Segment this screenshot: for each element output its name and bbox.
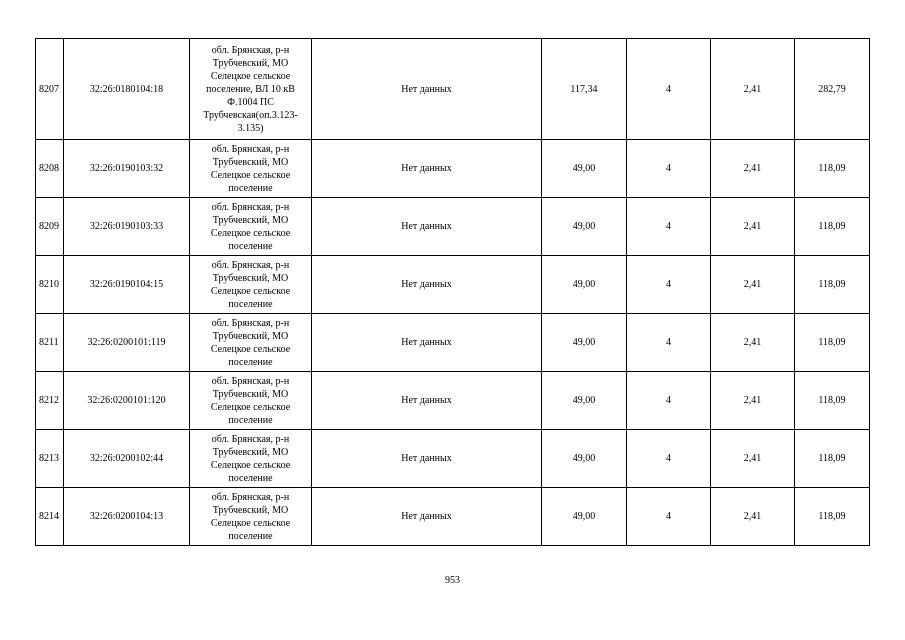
value3-cell: 2,41 [711, 430, 795, 488]
value1-cell: 49,00 [542, 256, 627, 314]
address-cell [190, 372, 312, 430]
value1-cell: 49,00 [542, 198, 627, 256]
row-number: 8212 [36, 372, 64, 430]
note-cell: Нет данных [312, 256, 542, 314]
address-text: обл. Брянская, р-н Трубчевский, МО Селецкое сельское поселение [210, 375, 291, 426]
value4-cell: 118,09 [795, 256, 870, 314]
value2-cell: 4 [627, 256, 711, 314]
note-cell: Нет данных [312, 198, 542, 256]
table-row [36, 372, 870, 430]
row-number: 8213 [36, 430, 64, 488]
row-number: 8209 [36, 198, 64, 256]
address-cell [190, 488, 312, 546]
note-cell: Нет данных [312, 430, 542, 488]
value3-cell: 2,41 [711, 39, 795, 140]
address-text: обл. Брянская, р-н Трубчевский, МО Селецкое сельское поселение [210, 491, 291, 542]
value1-cell: 49,00 [542, 372, 627, 430]
note-cell: Нет данных [312, 372, 542, 430]
note-cell: Нет данных [312, 140, 542, 198]
table-row [36, 198, 870, 256]
value2-cell: 4 [627, 372, 711, 430]
value4-cell: 118,09 [795, 372, 870, 430]
table-row [36, 256, 870, 314]
address-text: обл. Брянская, р-н Трубчевский, МО Селецкое сельское поселение [210, 433, 291, 484]
row-number: 8210 [36, 256, 64, 314]
table-row [36, 488, 870, 546]
cadastral-number: 32:26:0190103:32 [64, 140, 190, 198]
address-text: обл. Брянская, р-н Трубчевский, МО Селецкое сельское поселение [210, 259, 291, 310]
table-row [36, 140, 870, 198]
cadastral-number: 32:26:0200104:13 [64, 488, 190, 546]
address-cell [190, 256, 312, 314]
value3-cell: 2,41 [711, 314, 795, 372]
address-cell [190, 198, 312, 256]
address-cell [190, 430, 312, 488]
row-number: 8214 [36, 488, 64, 546]
value4-cell: 118,09 [795, 140, 870, 198]
value4-cell: 282,79 [795, 39, 870, 140]
cadastral-number: 32:26:0200101:120 [64, 372, 190, 430]
table-row [36, 430, 870, 488]
value4-cell: 118,09 [795, 430, 870, 488]
registry-table [35, 38, 870, 546]
address-text: обл. Брянская, р-н Трубчевский, МО Селецкое сельское поселение [210, 317, 291, 368]
value1-cell: 117,34 [542, 39, 627, 140]
value1-cell: 49,00 [542, 314, 627, 372]
address-text: обл. Брянская, р-н Трубчевский, МО Селецкое сельское поселение, ВЛ 10 кВ Ф.1004 ПС Трубчевская(оп.3.123-3.135) [203, 44, 298, 134]
row-number: 8208 [36, 140, 64, 198]
value1-cell: 49,00 [542, 430, 627, 488]
value3-cell: 2,41 [711, 140, 795, 198]
value2-cell: 4 [627, 488, 711, 546]
note-cell: Нет данных [312, 39, 542, 140]
value4-cell: 118,09 [795, 488, 870, 546]
value3-cell: 2,41 [711, 198, 795, 256]
cadastral-number: 32:26:0200101:119 [64, 314, 190, 372]
table-row [36, 39, 870, 140]
row-number: 8211 [36, 314, 64, 372]
address-cell [190, 140, 312, 198]
value2-cell: 4 [627, 430, 711, 488]
value4-cell: 118,09 [795, 314, 870, 372]
value3-cell: 2,41 [711, 256, 795, 314]
page-number: 953 [445, 575, 460, 586]
value2-cell: 4 [627, 314, 711, 372]
value2-cell: 4 [627, 39, 711, 140]
row-number: 8207 [36, 39, 64, 140]
value3-cell: 2,41 [711, 372, 795, 430]
address-text: обл. Брянская, р-н Трубчевский, МО Селецкое сельское поселение [210, 143, 291, 194]
value4-cell: 118,09 [795, 198, 870, 256]
value1-cell: 49,00 [542, 488, 627, 546]
value2-cell: 4 [627, 140, 711, 198]
note-cell: Нет данных [312, 488, 542, 546]
cadastral-number: 32:26:0190104:15 [64, 256, 190, 314]
note-cell: Нет данных [312, 314, 542, 372]
table-row [36, 314, 870, 372]
address-cell [190, 314, 312, 372]
cadastral-number: 32:26:0200102:44 [64, 430, 190, 488]
address-text: обл. Брянская, р-н Трубчевский, МО Селецкое сельское поселение [210, 201, 291, 252]
value3-cell: 2,41 [711, 488, 795, 546]
cadastral-number: 32:26:0180104:18 [64, 39, 190, 140]
cadastral-number: 32:26:0190103:33 [64, 198, 190, 256]
value1-cell: 49,00 [542, 140, 627, 198]
value2-cell: 4 [627, 198, 711, 256]
address-cell [190, 39, 312, 140]
